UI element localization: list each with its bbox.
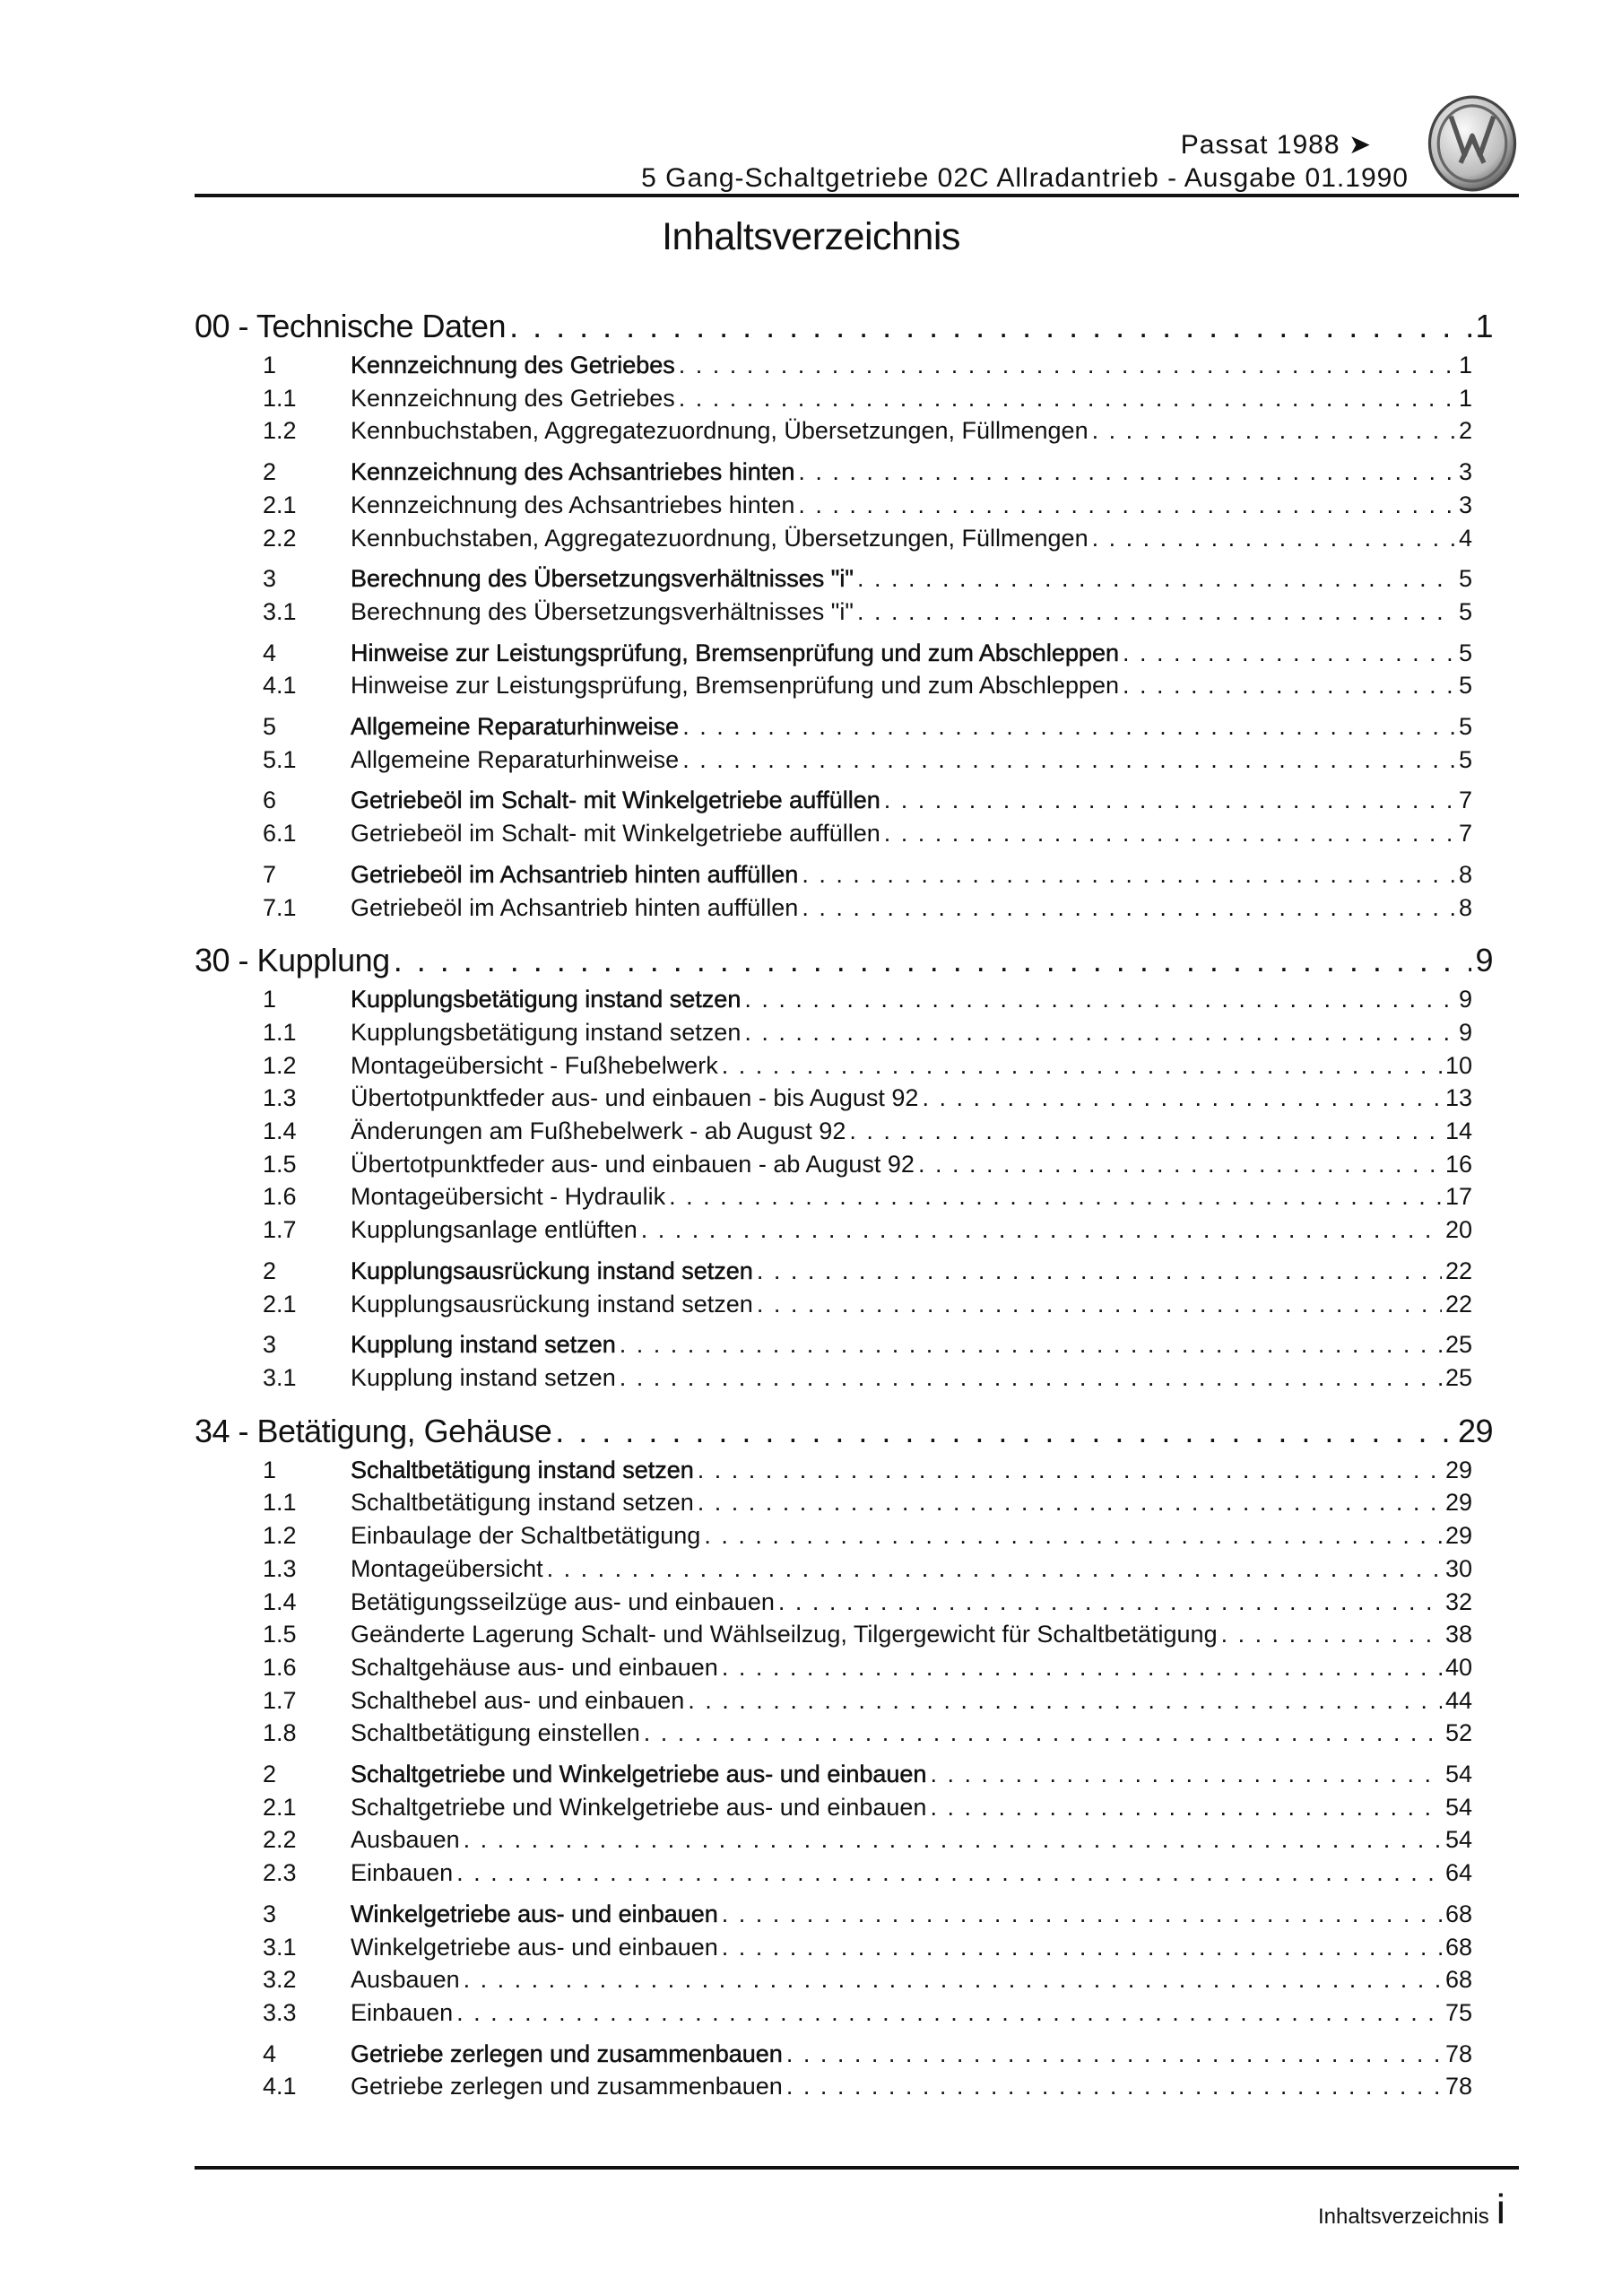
dot-leader (1123, 669, 1455, 702)
toc-page-number: 3 (1458, 491, 1472, 518)
toc-entry-link[interactable] (195, 1996, 1472, 2030)
toc-entry-link[interactable] (195, 2038, 1472, 2071)
toc-entry-link[interactable] (195, 637, 1472, 670)
dot-leader (682, 744, 1455, 777)
toc-page-number: 78 (1444, 2073, 1472, 2100)
toc-page-number: 5 (1458, 713, 1472, 741)
toc-entry-link[interactable] (195, 414, 1472, 448)
toc-entry-number: 1.1 (263, 384, 297, 412)
toc-page-number: 68 (1444, 1900, 1472, 1927)
toc-entry-title: Montageübersicht - Hydraulik (351, 1183, 666, 1211)
dot-leader (922, 1082, 1442, 1115)
toc-entry-title: Kennzeichnung des Achsantriebes hinten (351, 458, 795, 486)
dot-leader (641, 1213, 1442, 1247)
toc-entry-title: Allgemeine Reparaturhinweise (351, 713, 680, 741)
toc-entry-title: Einbauen (351, 1859, 454, 1887)
dot-leader (786, 2038, 1442, 2071)
toc-page-number: 2 (1458, 417, 1472, 445)
toc-entry-number: 1.5 (263, 1150, 297, 1178)
toc-page-number: 5 (1458, 639, 1472, 666)
toc-entry-number: 4.1 (263, 672, 297, 700)
toc-entry-link[interactable] (195, 817, 1472, 850)
toc-entry-number: 3.3 (263, 1998, 297, 2026)
dot-leader (884, 784, 1455, 817)
toc-page-number: 9 (1458, 1018, 1472, 1046)
toc-page-number: 4 (1458, 524, 1472, 552)
toc-page-number: 78 (1444, 2039, 1472, 2067)
toc-entry-title: Kupplungsanlage entlüften (351, 1216, 638, 1244)
toc-page-number: 54 (1444, 1793, 1472, 1821)
toc-entry-title: Ausbauen (351, 1966, 460, 1994)
toc-entry-title: Getriebeöl im Achsantrieb hinten auffüllen (351, 860, 799, 888)
toc-group (195, 784, 1493, 849)
toc-entry-link[interactable] (195, 1082, 1472, 1115)
toc-entry-number: 1.2 (263, 1051, 297, 1079)
toc-entry-title: Getriebeöl im Schalt- mit Winkelgetriebe auffüllen (351, 820, 880, 848)
toc-entry-link[interactable] (195, 382, 1472, 415)
toc-page-number: 29 (1444, 1489, 1472, 1517)
toc-entry-number: 1.1 (263, 1018, 297, 1046)
toc-entry-number: 4.1 (263, 2073, 297, 2100)
toc-entry-number: 6 (263, 787, 277, 814)
toc-page-number: 13 (1444, 1084, 1472, 1112)
toc-entry-link[interactable] (195, 744, 1472, 777)
dot-leader (778, 1586, 1442, 1619)
toc-entry-link[interactable] (195, 1931, 1472, 1964)
toc-entry-number: 2.2 (263, 524, 297, 552)
toc-entry-number: 3 (263, 1331, 277, 1359)
toc-group (195, 1454, 1493, 1750)
toc-entry-title: Kupplung instand setzen (351, 1331, 616, 1359)
toc-entry-number: 2 (263, 1257, 277, 1284)
toc-page-number: 16 (1444, 1150, 1472, 1178)
dot-leader (704, 1519, 1442, 1552)
toc-group (195, 1758, 1493, 1890)
toc-page-number: 22 (1444, 1290, 1472, 1318)
toc-entry-link[interactable] (195, 983, 1472, 1016)
dot-leader (394, 937, 1472, 983)
toc-entry-number: 2.1 (263, 1793, 297, 1821)
toc-entry-title: Hinweise zur Leistungsprüfung, Bremsenprüfung und zum Abschleppen (351, 672, 1120, 700)
toc-entry-link[interactable] (195, 1758, 1472, 1791)
toc-page-number: 5 (1458, 565, 1472, 593)
toc-entry-title: Montageübersicht (351, 1554, 543, 1582)
toc-entry-number: 3.1 (263, 597, 297, 625)
dot-leader (679, 382, 1455, 415)
vw-logo-icon (1424, 95, 1521, 192)
toc-entry-title: Kennbuchstaben, Aggregatezuordnung, Übersetzungen, Füllmengen (351, 417, 1089, 445)
toc-entry-title: Berechnung des Übersetzungsverhältnisses "i" (351, 565, 854, 593)
toc-entry-number: 1.2 (263, 1522, 297, 1550)
toc-entry-link[interactable] (195, 891, 1472, 925)
toc-entry-number: 1.6 (263, 1653, 297, 1681)
toc-entry-title: Montageübersicht - Fußhebelwerk (351, 1051, 718, 1079)
toc-page-number: 22 (1444, 1257, 1472, 1284)
dot-leader (555, 1408, 1454, 1454)
toc-entry-title: Getriebe zerlegen und zusammenbauen (351, 2039, 783, 2067)
toc-entry-title: Allgemeine Reparaturhinweise (351, 745, 680, 773)
toc-entry-title: Einbauen (351, 1998, 454, 2026)
toc-page-number: 17 (1444, 1183, 1472, 1211)
toc-page-number: 25 (1444, 1331, 1472, 1359)
toc-page-number: 9 (1458, 986, 1472, 1013)
toc-entry-title: 34 - Betätigung, Gehäuse (195, 1412, 552, 1449)
toc-entry-number: 5 (263, 713, 277, 741)
toc-entry-title: 00 - Technische Daten (195, 308, 507, 344)
toc-entry-title: 30 - Kupplung (195, 942, 390, 979)
toc-entry-number: 1.7 (263, 1686, 297, 1714)
toc-entry-link[interactable] (195, 1823, 1472, 1857)
toc-entry-number: 1 (263, 986, 277, 1013)
toc-group (195, 637, 1493, 702)
toc-entry-link[interactable] (195, 1684, 1472, 1718)
footer (1318, 2185, 1505, 2233)
toc-page-number: 1 (1475, 308, 1493, 344)
toc-page-number: 9 (1475, 942, 1493, 979)
toc-group (195, 983, 1493, 1247)
dot-leader (1221, 1618, 1442, 1651)
dot-leader (757, 1255, 1442, 1288)
toc-entry-number: 3 (263, 1900, 277, 1927)
toc-entry-link[interactable] (195, 1328, 1472, 1361)
toc-page-number: 5 (1458, 672, 1472, 700)
toc-entry-title: Winkelgetriebe aus- und einbauen (351, 1900, 718, 1927)
toc-page-number: 7 (1458, 820, 1472, 848)
toc-entry-title: Übertotpunktfeder aus- und einbauen - ab August 92 (351, 1150, 915, 1178)
header-divider (195, 194, 1519, 197)
toc-entry-link[interactable] (195, 1361, 1472, 1395)
toc-entry-number: 2.1 (263, 491, 297, 518)
toc-page-number: 1 (1458, 352, 1472, 378)
toc-entry-link[interactable] (195, 1148, 1472, 1181)
toc-group (195, 1255, 1493, 1320)
header-subtitle: 5 Gang-Schaltgetriebe 02C Allradantrieb - Ausgabe 01.1990 (641, 163, 1409, 193)
toc-entry-number: 1.5 (263, 1621, 297, 1648)
toc-entry-title: Übertotpunktfeder aus- und einbauen - bis August 92 (351, 1084, 919, 1112)
header-model: Passat 1988 ➤ (1180, 130, 1372, 160)
toc-entry-number: 1 (263, 1456, 277, 1483)
toc-entry-title: Getriebe zerlegen und zusammenbauen (351, 2073, 783, 2100)
toc-group (195, 1898, 1493, 2030)
dot-leader (464, 1823, 1442, 1857)
toc-entry-number: 3 (263, 565, 277, 593)
toc-group (195, 562, 1493, 628)
toc-page-number: 44 (1444, 1686, 1472, 1714)
dot-leader (884, 817, 1455, 850)
toc-entry-title: Kupplung instand setzen (351, 1363, 616, 1391)
dot-leader (620, 1361, 1442, 1395)
toc-page-number: 8 (1458, 893, 1472, 921)
toc-entry-number: 1.2 (263, 417, 297, 445)
dot-leader (930, 1758, 1442, 1791)
dot-leader (698, 1486, 1442, 1519)
toc-group (195, 349, 1493, 448)
toc-entry-link[interactable] (195, 456, 1472, 489)
toc-entry-title: Getriebeöl im Schalt- mit Winkelgetriebe auffüllen (351, 787, 880, 814)
toc-group (195, 1328, 1493, 1394)
toc-page-number: 38 (1444, 1621, 1472, 1648)
toc-entry-number: 1.4 (263, 1587, 297, 1615)
toc-entry-link[interactable] (195, 1618, 1472, 1651)
dot-leader (1123, 637, 1455, 670)
toc-entry-number: 1.3 (263, 1554, 297, 1582)
toc-entry-link[interactable] (195, 2070, 1472, 2103)
toc-entry-number: 4 (263, 2039, 277, 2067)
toc-entry-link[interactable] (195, 1016, 1472, 1049)
toc-page-number: 14 (1444, 1118, 1472, 1145)
toc-entry-link[interactable] (195, 596, 1472, 629)
toc-entry-title: Schaltbetätigung einstellen (351, 1719, 640, 1747)
toc-entry-title: Winkelgetriebe aus- und einbauen (351, 1933, 718, 1961)
toc-page-number: 30 (1444, 1554, 1472, 1582)
footer-divider (195, 2166, 1519, 2170)
footer-section: Inhaltsverzeichnis (1318, 2205, 1489, 2229)
toc-entry-number: 5.1 (263, 745, 297, 773)
toc-entry-link[interactable] (195, 1049, 1472, 1083)
toc-entry-number: 2 (263, 458, 277, 486)
toc-entry-link[interactable] (195, 1791, 1472, 1824)
toc-entry-title: Kennzeichnung des Getriebes (351, 384, 675, 412)
toc-entry-link[interactable] (195, 1180, 1472, 1213)
toc-entry-title: Kupplungsbetätigung instand setzen (351, 1018, 742, 1046)
dot-leader (679, 349, 1455, 382)
toc-entry-link[interactable] (195, 1552, 1472, 1586)
toc-chapter-link[interactable] (195, 937, 1493, 983)
dot-leader (456, 1996, 1442, 2030)
toc-page-number: 29 (1444, 1522, 1472, 1550)
dot-leader (698, 1454, 1442, 1487)
toc-entry-link[interactable] (195, 1651, 1472, 1684)
toc-entry-title: Kupplungsbetätigung instand setzen (351, 986, 742, 1013)
toc-entry-link[interactable] (195, 1486, 1472, 1519)
dot-leader (464, 1963, 1442, 1996)
toc-page-number: 3 (1458, 458, 1472, 486)
toc-entry-number: 2 (263, 1761, 277, 1788)
toc-page-number: 52 (1444, 1719, 1472, 1747)
toc-entry-link[interactable] (195, 1717, 1472, 1750)
toc-entry-title: Änderungen am Fußhebelwerk - ab August 92 (351, 1118, 846, 1145)
toc-entry-number: 4 (263, 639, 277, 666)
toc-entry-title: Betätigungsseilzüge aus- und einbauen (351, 1587, 775, 1615)
toc-entry-link[interactable] (195, 1255, 1472, 1288)
toc-entry-number: 6.1 (263, 820, 297, 848)
toc-entry-title: Schaltgetriebe und Winkelgetriebe aus- und einbauen (351, 1793, 927, 1821)
toc-entry-link[interactable] (195, 1288, 1472, 1321)
dot-leader (918, 1148, 1442, 1181)
toc-entry-link[interactable] (195, 1898, 1472, 1931)
toc-page-number: 54 (1444, 1826, 1472, 1854)
toc-entry-title: Kennzeichnung des Getriebes (351, 352, 675, 378)
toc-page-number: 54 (1444, 1761, 1472, 1788)
toc-entry-link[interactable] (195, 1454, 1472, 1487)
toc-entry-link[interactable] (195, 1115, 1472, 1148)
footer-page-number: i (1496, 2186, 1505, 2232)
dot-leader (857, 562, 1455, 596)
toc-entry-number: 2.1 (263, 1290, 297, 1318)
toc-entry-title: Hinweise zur Leistungsprüfung, Bremsenprüfung und zum Abschleppen (351, 639, 1120, 666)
toc-page-number: 29 (1444, 1456, 1472, 1483)
dot-leader (722, 1049, 1442, 1083)
toc-entry-link[interactable] (195, 710, 1472, 744)
toc-entry-number: 1.7 (263, 1216, 297, 1244)
toc-entry-number: 3.2 (263, 1966, 297, 1994)
toc-entry-number: 3.1 (263, 1363, 297, 1391)
dot-leader (802, 858, 1455, 891)
toc-entry-link[interactable] (195, 784, 1472, 817)
toc-page-number: 68 (1444, 1933, 1472, 1961)
toc-page-number: 7 (1458, 787, 1472, 814)
toc-entry-title: Schalthebel aus- und einbauen (351, 1686, 685, 1714)
toc-entry-link[interactable] (195, 522, 1472, 555)
toc-entry-number: 7.1 (263, 893, 297, 921)
toc-page-number: 40 (1444, 1653, 1472, 1681)
dot-leader (509, 303, 1471, 349)
toc-entry-number: 1.6 (263, 1183, 297, 1211)
toc-entry-link[interactable] (195, 1857, 1472, 1890)
toc-entry-link[interactable] (195, 1586, 1472, 1619)
dot-leader (930, 1791, 1442, 1824)
toc-page-number: 29 (1457, 1412, 1493, 1449)
toc-page-number: 68 (1444, 1966, 1472, 1994)
dot-leader (857, 596, 1455, 629)
page-title: Inhaltsverzeichnis (662, 215, 960, 258)
toc-page-number: 64 (1444, 1859, 1472, 1887)
dot-leader (744, 1016, 1455, 1049)
dot-leader (722, 1931, 1442, 1964)
toc-entry-title: Geänderte Lagerung Schalt- und Wählseilzug, Tilgergewicht für Schaltbetätigung (351, 1621, 1218, 1648)
toc-entry-link[interactable] (195, 1519, 1472, 1552)
toc-group (195, 2038, 1493, 2103)
dot-leader (1092, 522, 1455, 555)
toc-entry-number: 3.1 (263, 1933, 297, 1961)
toc-page-number: 5 (1458, 745, 1472, 773)
dot-leader (722, 1898, 1442, 1931)
toc-entry-title: Einbaulage der Schaltbetätigung (351, 1522, 701, 1550)
toc-entry-number: 1 (263, 352, 277, 378)
toc-entry-title: Schaltbetätigung instand setzen (351, 1456, 694, 1483)
toc-entry-link[interactable] (195, 669, 1472, 702)
toc-group (195, 456, 1493, 554)
dot-leader (644, 1717, 1442, 1750)
toc-entry-link[interactable] (195, 1213, 1472, 1247)
dot-leader (786, 2070, 1442, 2103)
toc-entry-number: 1.4 (263, 1118, 297, 1145)
dot-leader (688, 1684, 1442, 1718)
dot-leader (456, 1857, 1442, 1890)
toc-chapter-link[interactable] (195, 1408, 1493, 1454)
dot-leader (849, 1115, 1442, 1148)
toc-entry-title: Schaltbetätigung instand setzen (351, 1489, 694, 1517)
toc-entry-number: 2.2 (263, 1826, 297, 1854)
toc-entry-number: 2.3 (263, 1859, 297, 1887)
toc-entry-link[interactable] (195, 349, 1472, 382)
toc-entry-title: Kennzeichnung des Achsantriebes hinten (351, 491, 795, 518)
toc-page-number: 75 (1444, 1998, 1472, 2026)
dot-leader (682, 710, 1455, 744)
dot-leader (798, 489, 1455, 522)
toc-page-number: 20 (1444, 1216, 1472, 1244)
toc-entry-title: Kupplungsausrückung instand setzen (351, 1257, 753, 1284)
toc-entry-title: Berechnung des Übersetzungsverhältnisses "i" (351, 597, 854, 625)
toc-page-number: 8 (1458, 860, 1472, 888)
toc-entry-title: Kennbuchstaben, Aggregatezuordnung, Übersetzungen, Füllmengen (351, 524, 1089, 552)
dot-leader (802, 891, 1455, 925)
toc-entry-number: 1.1 (263, 1489, 297, 1517)
toc-group (195, 858, 1493, 924)
toc-entry-title: Kupplungsausrückung instand setzen (351, 1290, 753, 1318)
toc-entry-number: 7 (263, 860, 277, 888)
toc-entry-number: 1.3 (263, 1084, 297, 1112)
dot-leader (669, 1180, 1442, 1213)
dot-leader (620, 1328, 1442, 1361)
toc-group (195, 710, 1493, 776)
toc-entry-title: Getriebeöl im Achsantrieb hinten auffüllen (351, 893, 799, 921)
dot-leader (547, 1552, 1442, 1586)
toc-entry-title: Ausbauen (351, 1826, 460, 1854)
toc-chapter-link[interactable] (195, 303, 1493, 349)
toc-entry-title: Schaltgehäuse aus- und einbauen (351, 1653, 718, 1681)
toc-page-number: 10 (1444, 1051, 1472, 1079)
table-of-contents (195, 303, 1493, 2103)
toc-entry-link[interactable] (195, 562, 1472, 596)
dot-leader (1092, 414, 1455, 448)
toc-page-number: 5 (1458, 597, 1472, 625)
toc-entry-link[interactable] (195, 858, 1472, 891)
toc-page-number: 32 (1444, 1587, 1472, 1615)
toc-page-number: 1 (1458, 384, 1472, 412)
dot-leader (744, 983, 1455, 1016)
dot-leader (722, 1651, 1442, 1684)
toc-page-number: 25 (1444, 1363, 1472, 1391)
toc-entry-number: 1.8 (263, 1719, 297, 1747)
toc-entry-title: Schaltgetriebe und Winkelgetriebe aus- und einbauen (351, 1761, 927, 1788)
dot-leader (798, 456, 1455, 489)
dot-leader (757, 1288, 1442, 1321)
toc-entry-link[interactable] (195, 489, 1472, 522)
toc-entry-link[interactable] (195, 1963, 1472, 1996)
